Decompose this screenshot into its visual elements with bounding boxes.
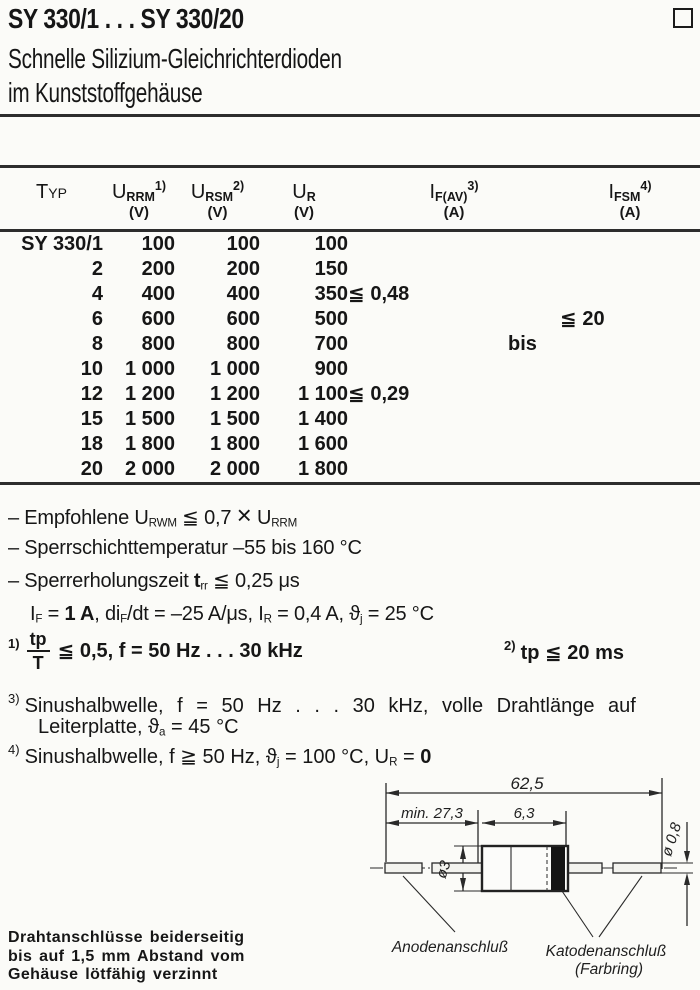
arrow xyxy=(482,820,495,826)
anode-leader-line xyxy=(403,876,455,932)
typ-cell: 2 xyxy=(91,258,103,280)
footnote-1: $^{1)}$ $\frac{tp}{T}$ ≦ 0,5, f = 50 Hz . . . 30 kHz xyxy=(8,629,303,673)
cathode-farbring-label: (Farbring) xyxy=(574,961,644,978)
note-recovery-time: – Sperrerholungszeit trr ≦ 0,25 μs xyxy=(8,570,300,593)
table-row: 10 1 000 1 000 900 xyxy=(0,357,700,382)
col-header-ursm: URSM$^{2)}$ xyxy=(190,178,245,204)
table-row: 20 2 000 2 000 1 800 xyxy=(0,457,700,484)
typ-cell: 6 xyxy=(91,308,103,330)
typ-cell: 12 xyxy=(80,383,103,405)
table-row: SY 330/1 100 100 100 xyxy=(0,231,700,258)
subtitle-line-1: Schnelle Silizium-Gleichrichterdioden xyxy=(8,43,342,74)
cathode-color-band xyxy=(551,847,565,890)
dim-lead-min-label: min. 27,3 xyxy=(401,805,463,822)
dim-total-label: 62,5 xyxy=(510,774,544,793)
solder-note xyxy=(8,929,245,985)
cathode-lead-segment xyxy=(613,863,661,873)
typ-cell: 18 xyxy=(80,433,103,455)
note-recovery-conditions: IF = 1 A, diF/dt = –25 A/μs, IR = 0,4 A, ϑj = 25 °C xyxy=(30,603,434,626)
typ-cell: SY 330/1 xyxy=(21,233,103,255)
cathode-leader-line xyxy=(562,891,593,937)
footnote-2: $^{2)}$ tp ≦ 20 ms xyxy=(504,638,625,664)
solder-note-line-3: Gehäuse lötfähig verzinnt xyxy=(8,966,218,983)
table-header-units xyxy=(0,204,700,231)
duty-cycle-fraction: $\frac{tp}{T}$ xyxy=(27,630,50,672)
unit-ursm: (V) xyxy=(175,204,260,231)
footnote-3: $^{3)}$ Sinushalbwelle, f = 50 Hz . . . 30 kHz, volle Drahtlänge auf Leiterplatte, ϑa = 45 °C xyxy=(8,691,636,739)
footnote-2-mark: 2) xyxy=(504,638,516,653)
footnote-4-mark: 4) xyxy=(8,742,20,757)
col-header-ifsm: IFSM$^{4)}$ xyxy=(608,178,652,204)
unit-ifav: (A) xyxy=(348,204,560,231)
col-header-ur: UR xyxy=(292,180,316,204)
typ-cell: 8 xyxy=(91,333,103,355)
subtitle-line-2: im Kunststoffgehäuse xyxy=(8,77,203,108)
typ-cell: 15 xyxy=(80,408,103,430)
footnote-4: $^{4)}$ Sinushalbwelle, f ≧ 50 Hz, ϑj = 100 °C, UR = 0 xyxy=(8,742,432,769)
table-row: 8 800 800 700 bis xyxy=(0,332,700,357)
subtitle-divider xyxy=(0,114,700,117)
dim-body-label: 6,3 xyxy=(513,805,535,822)
table-row: 4 400 400 350 ≦ 0,48 xyxy=(0,282,700,307)
col-header-typ: Typ xyxy=(36,180,67,203)
arrow xyxy=(649,790,662,796)
anode-lead-segment xyxy=(385,863,422,873)
footnote-3-mark: 3) xyxy=(8,691,20,706)
anode-label: Anodenanschluß xyxy=(391,939,509,956)
col-header-urrm: URRM$^{1)}$ xyxy=(111,178,167,204)
arrow xyxy=(386,790,399,796)
typ-cell: 4 xyxy=(91,283,103,305)
typ-cell: 20 xyxy=(80,458,103,480)
note-urwm: – Empfohlene URWM ≦ 0,7 × URRM xyxy=(8,500,298,530)
arrow xyxy=(386,820,399,826)
ratings-table xyxy=(0,165,700,485)
corner-square-marker xyxy=(673,8,693,28)
col-header-ifav: IF(AV)$^{3)}$ xyxy=(429,178,479,204)
table-row: 15 1 500 1 500 1 400 xyxy=(0,407,700,432)
arrow xyxy=(553,820,566,826)
cathode-lead-segment xyxy=(568,863,602,873)
arrow xyxy=(684,873,690,885)
cathode-leader-line-2 xyxy=(599,876,642,937)
table-row: 6 600 600 500 ≦ 20 xyxy=(0,307,700,332)
table-header-symbols xyxy=(0,167,700,204)
table-row: 2 200 200 150 xyxy=(0,257,700,282)
characteristics-notes xyxy=(8,499,696,631)
page-title: SY 330/1 . . . SY 330/20 xyxy=(8,3,244,34)
arrow xyxy=(460,846,466,859)
solder-note-line-1: Drahtanschlüsse beiderseitig xyxy=(8,929,245,946)
table-row: 18 1 800 1 800 1 600 xyxy=(0,432,700,457)
arrow xyxy=(460,878,466,891)
arrow xyxy=(465,820,478,826)
dia-lead-label: ø 0,8 xyxy=(658,820,686,859)
solder-note-line-2: bis auf 1,5 mm Abstand vom xyxy=(8,947,245,965)
arrow xyxy=(684,851,690,863)
typ-cell: 10 xyxy=(80,358,103,380)
note-junction-temp: – Sperrschichttemperatur –55 bis 160 °C xyxy=(8,537,362,559)
cathode-label: Katodenanschluß xyxy=(545,943,667,960)
unit-urrm: (V) xyxy=(103,204,175,231)
package-outline-drawing xyxy=(355,770,700,988)
page-subtitle xyxy=(8,42,342,110)
footnote-1-mark: 1) xyxy=(8,636,20,651)
unit-ifsm: (A) xyxy=(560,204,700,231)
unit-ur: (V) xyxy=(260,204,348,231)
dia-body-label: ø3 xyxy=(432,858,455,881)
table-row: 12 1 200 1 200 1 100 ≦ 0,29 xyxy=(0,382,700,407)
